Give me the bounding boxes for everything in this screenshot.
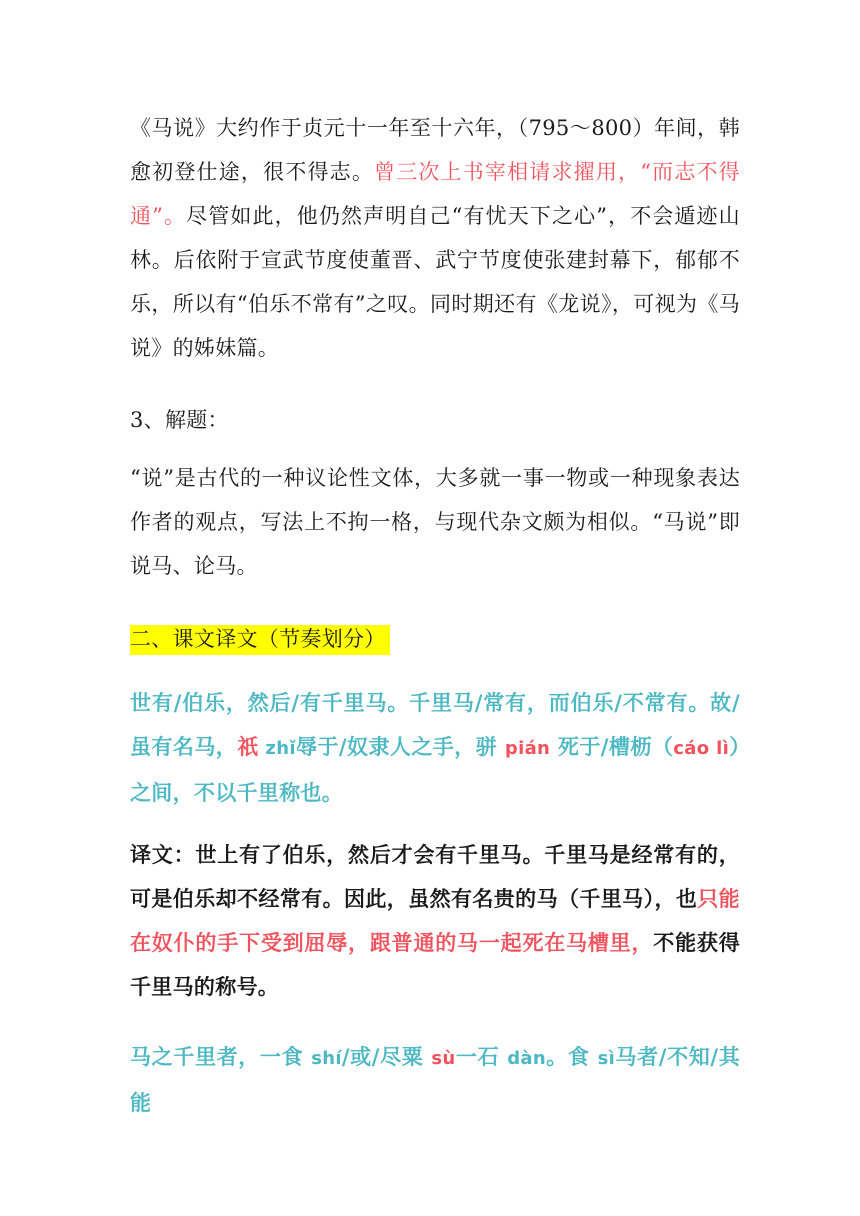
explanation-paragraph: “说”是古代的一种议论性文体，大多就一事一物或一种现象表达作者的观点，写法上不拘一格，与现代杂文颇为相似。“马说”即说马、论马。	[130, 466, 740, 578]
passage-paragraph-2	[130, 1035, 740, 1125]
passage2-text-e: 一石	[455, 1044, 508, 1069]
passage1-text-a: 世有/伯乐，然后/有千里马。千里马/常有，而伯乐/不常有。故/虽有名马，	[130, 690, 740, 759]
passage2-pinyin-shi: shí	[311, 1048, 342, 1069]
background-paragraph	[130, 106, 740, 370]
passage1-pinyin-pian: pián	[504, 738, 551, 759]
passage2-text-g: 。食	[545, 1044, 598, 1069]
passage2-pinyin-si: sì	[597, 1048, 616, 1069]
passage1-char-red: 祇	[237, 734, 259, 759]
passage1-text-h: ）之间，不以千里称也。	[130, 734, 740, 805]
highlighted-section-title: 二、课文译文（节奏划分）	[130, 625, 390, 655]
background-red-text: 曾三次上书宰相请求擢用，“而志不得通”。	[130, 160, 740, 228]
passage1-pinyin-zhi: zhǐ	[258, 738, 296, 759]
background-tail-text: 尽管如此，他仍然声明自己“有忧天下之心”，不会遁迹山林。后依附于宣武节度使董晋、武宁节度使张建封幕下，郁郁不乐，所以有“伯乐不常有”之叹。同时期还有《龙说》，可视为《马说》的姊妹篇。	[130, 204, 740, 360]
heading-explanation: 3、解题：	[130, 408, 229, 432]
passage2-pinyin-su: sù	[431, 1048, 456, 1069]
passage-paragraph-1	[130, 681, 740, 815]
passage2-text-i: 马者/不知/其能	[130, 1044, 741, 1115]
passage1-pinyin-caoli: cáo lì	[673, 738, 730, 759]
background-text: 《马说》大约作于贞元十一年至十六年，（795～800）年间，韩愈初登仕途，很不得志。	[130, 116, 740, 184]
passage2-text-a: 马之千里者，一食	[130, 1044, 312, 1069]
passage1-text-d: 辱于/奴隶人之手，骈	[295, 734, 505, 759]
translation1-text-a: 译文：世上有了伯乐，然后才会有千里马。千里马是经常有的，可是伯乐却不经常有。因此，虽然有名贵的马（千里马），也	[130, 842, 740, 911]
translation1-text-c: 不能获得千里马的称号。	[130, 930, 740, 999]
section-heading	[130, 617, 740, 661]
passage1-text-f: 死于/槽枥（	[550, 734, 674, 759]
translation1-red-text: 只能在奴仆的手下受到屈辱，跟普通的马一起死在马槽里，	[130, 886, 740, 955]
passage2-pinyin-dan: dàn	[507, 1048, 546, 1069]
translation-paragraph-1	[130, 833, 740, 1009]
passage2-text-c: /或/尽粟	[341, 1044, 432, 1069]
